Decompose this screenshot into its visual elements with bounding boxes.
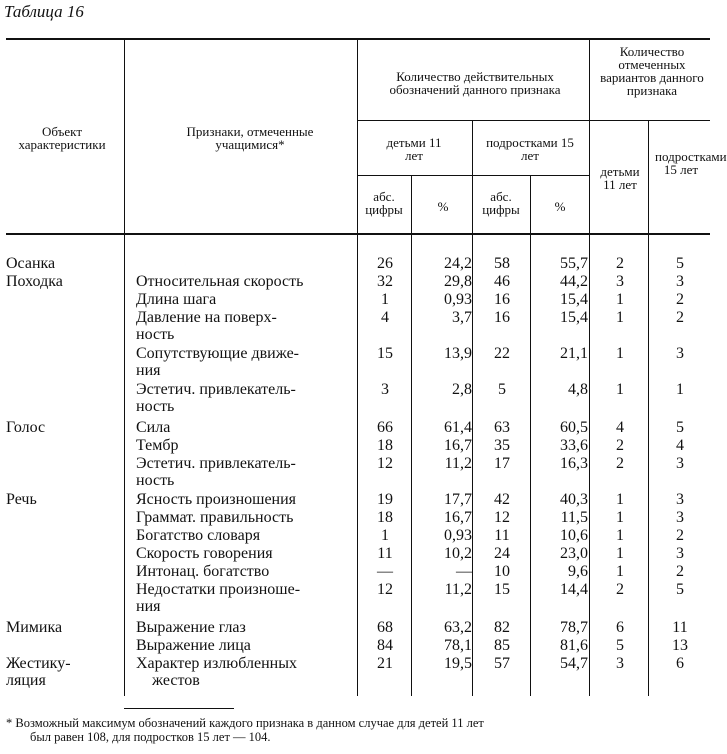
object-cell-continuation: ляция [6, 672, 46, 689]
feature-cell: Тембр [136, 437, 179, 454]
header-var-teens: подростками 15 лет [655, 149, 727, 177]
feature-cell-continuation: ность [136, 472, 175, 489]
abs-15-cell: 57 [494, 655, 510, 672]
object-cell: Осанка [6, 255, 56, 272]
abs-11-cell: 12 [377, 581, 393, 598]
variants-11-cell: 2 [616, 581, 624, 598]
variants-11-cell: 2 [616, 455, 624, 472]
abs-15-cell: 63 [494, 419, 510, 436]
column-rule-5 [530, 175, 531, 696]
variants-15-cell: 4 [676, 437, 684, 454]
header-object: Объект характеристики [18, 124, 106, 152]
pct-11-cell: 10,2 [444, 545, 472, 562]
abs-11-cell: 68 [377, 619, 393, 636]
pct-15-cell: 78,7 [560, 619, 588, 636]
pct-11-cell: 0,93 [444, 291, 472, 308]
pct-11-cell: 17,7 [444, 491, 472, 508]
object-cell: Жестику- [6, 655, 71, 672]
feature-cell: Недостатки произноше- [136, 581, 301, 598]
variants-15-cell: 5 [676, 581, 684, 598]
abs-11-cell: 32 [377, 273, 393, 290]
footnote-line-1: * Возможный максимум обозначений каждого признака в данном случае для детей 11 лет [6, 716, 484, 730]
pct-15-cell: 60,5 [560, 419, 588, 436]
variants-11-cell: 3 [616, 273, 624, 290]
variants-15-cell: 5 [676, 419, 684, 436]
pct-11-cell: 2,8 [452, 381, 472, 398]
variants-15-cell: 2 [676, 563, 684, 580]
header-variants-group: Количество отмеченных вариантов данного признака [600, 44, 704, 98]
pct-15-cell: 14,4 [560, 581, 588, 598]
pct-11-cell: 78,1 [444, 637, 472, 654]
variants-15-cell: 3 [676, 491, 684, 508]
pct-15-cell: 10,6 [560, 527, 588, 544]
pct-15-cell: 11,5 [560, 509, 588, 526]
feature-cell-continuation: ность [136, 326, 175, 343]
variants-15-cell: 13 [672, 637, 688, 654]
variants-11-cell: 6 [616, 619, 624, 636]
variants-11-cell: 2 [616, 255, 624, 272]
header-teens-15: подростками 15 лет [486, 135, 574, 163]
abs-11-cell: 18 [377, 437, 393, 454]
footnote [6, 716, 710, 744]
header-abs-11: абс. цифры [365, 189, 403, 217]
abs-15-cell: 46 [494, 273, 510, 290]
variants-11-cell: 1 [616, 509, 624, 526]
pct-15-cell: 33,6 [560, 437, 588, 454]
abs-11-cell: 3 [381, 381, 389, 398]
abs-11-cell: 1 [381, 527, 389, 544]
pct-11-cell: 24,2 [444, 255, 472, 272]
header-bottom-rule [6, 233, 710, 235]
variants-15-cell: 3 [676, 545, 684, 562]
feature-cell: Относительная скорость [136, 273, 304, 290]
variants-15-cell: 3 [676, 455, 684, 472]
abs-15-cell: 42 [494, 491, 510, 508]
abs-15-cell: 16 [494, 291, 510, 308]
abs-15-cell: 10 [494, 563, 510, 580]
pct-15-cell: 55,7 [560, 255, 588, 272]
column-rule-6 [589, 40, 590, 696]
variants-15-cell: 11 [672, 619, 688, 636]
object-cell: Речь [6, 491, 37, 508]
feature-cell: Выражение глаз [136, 619, 246, 636]
pct-11-cell: 16,7 [444, 509, 472, 526]
feature-cell: Интонац. богатство [136, 563, 270, 580]
header-var-children: детьми 11 лет [600, 164, 640, 192]
variants-11-cell: 3 [616, 655, 624, 672]
variants-15-cell: 2 [676, 527, 684, 544]
pct-11-cell: 3,7 [452, 309, 472, 326]
abs-15-cell: 24 [494, 545, 510, 562]
abs-15-cell: 16 [494, 309, 510, 326]
abs-11-cell: 84 [377, 637, 393, 654]
column-rule-4 [472, 120, 473, 696]
abs-15-cell: 12 [494, 509, 510, 526]
variants-15-cell: 6 [676, 655, 684, 672]
variants-11-cell: 1 [616, 491, 624, 508]
pct-11-cell: 11,2 [444, 581, 472, 598]
pct-15-cell: 15,4 [560, 309, 588, 326]
column-rule-1 [124, 40, 125, 696]
abs-11-cell: 15 [377, 345, 393, 362]
pct-15-cell: 16,3 [560, 455, 588, 472]
pct-11-cell: 61,4 [444, 419, 472, 436]
variants-11-cell: 1 [616, 345, 624, 362]
top-rule [6, 38, 710, 40]
abs-15-cell: 58 [494, 255, 510, 272]
object-cell: Голос [6, 419, 46, 436]
abs-15-cell: 35 [494, 437, 510, 454]
pct-15-cell: 54,7 [560, 655, 588, 672]
abs-11-cell: 12 [377, 455, 393, 472]
feature-cell: Сила [136, 419, 171, 436]
feature-cell-continuation: ния [136, 598, 161, 615]
feature-cell: Граммат. правильность [136, 509, 294, 526]
abs-15-cell: 22 [494, 345, 510, 362]
rule-under-age-headers [357, 175, 590, 176]
feature-cell: Характер излюбленных [136, 655, 297, 672]
variants-15-cell: 5 [676, 255, 684, 272]
pct-11-cell: 63,2 [444, 619, 472, 636]
variants-15-cell: 3 [676, 509, 684, 526]
variants-11-cell: 2 [616, 437, 624, 454]
abs-11-cell: 11 [377, 545, 393, 562]
pct-15-cell: 44,2 [560, 273, 588, 290]
header-pct-11: % [437, 199, 449, 214]
pct-15-cell: 15,4 [560, 291, 588, 308]
header-children-11: детьми 11 лет [386, 135, 442, 163]
variants-11-cell: 1 [616, 309, 624, 326]
abs-15-cell: 82 [494, 619, 510, 636]
footnote-line-2: был равен 108, для подростков 15 лет — 104. [30, 730, 271, 744]
variants-15-cell: 3 [676, 273, 684, 290]
pct-11-cell: 19,5 [444, 655, 472, 672]
abs-15-cell: 17 [494, 455, 510, 472]
table-title: Таблица 16 [4, 2, 84, 21]
feature-cell: Богатство словаря [136, 527, 261, 544]
abs-11-cell: 4 [381, 309, 389, 326]
pct-15-cell: 21,1 [560, 345, 588, 362]
variants-15-cell: 3 [676, 345, 684, 362]
variants-11-cell: 1 [616, 545, 624, 562]
header-features: Признаки, отмеченные учащимися* [186, 124, 314, 152]
abs-11-cell: 18 [377, 509, 393, 526]
abs-15-cell: 85 [494, 637, 510, 654]
variants-11-cell: 5 [616, 637, 624, 654]
pct-11-cell: 16,7 [444, 437, 472, 454]
pct-11-cell: 13,9 [444, 345, 472, 362]
footnote-rule [124, 708, 234, 709]
feature-cell: Сопутствующие движе- [136, 345, 299, 362]
variants-15-cell: 1 [676, 381, 684, 398]
abs-15-cell: 15 [494, 581, 510, 598]
variants-11-cell: 1 [616, 291, 624, 308]
pct-11-cell: 29,8 [444, 273, 472, 290]
abs-11-cell: 19 [377, 491, 393, 508]
rule-under-group-headers [357, 120, 710, 121]
object-cell: Походка [6, 273, 63, 290]
variants-11-cell: 1 [616, 527, 624, 544]
pct-15-cell: 81,6 [560, 637, 588, 654]
object-cell: Мимика [6, 619, 63, 636]
feature-cell: Длина шага [136, 291, 217, 308]
feature-cell-continuation: ния [136, 362, 161, 379]
variants-11-cell: 4 [616, 419, 624, 436]
variants-15-cell: 2 [676, 291, 684, 308]
feature-cell: Эстетич. привлекатель- [136, 455, 296, 472]
abs-15-cell: 5 [498, 381, 506, 398]
column-rule-2 [357, 40, 358, 696]
feature-cell-continuation: ность [136, 398, 175, 415]
pct-11-cell: 0,93 [444, 527, 472, 544]
feature-cell-continuation: жестов [152, 672, 200, 689]
abs-15-cell: 11 [494, 527, 510, 544]
variants-11-cell: 1 [616, 563, 624, 580]
variants-15-cell: 2 [676, 309, 684, 326]
pct-11-cell: 11,2 [444, 455, 472, 472]
feature-cell: Ясность произношения [136, 491, 297, 508]
feature-cell: Выражение лица [136, 637, 251, 654]
feature-cell: Эстетич. привлекатель- [136, 381, 296, 398]
header-actual-group: Количество действительных обозначений данного признака [389, 69, 561, 97]
header-abs-15: абс. цифры [482, 189, 520, 217]
pct-15-cell: 9,6 [568, 563, 588, 580]
pct-15-cell: 4,8 [568, 381, 588, 398]
abs-11-cell: 66 [377, 419, 393, 436]
pct-11-cell: — [456, 563, 472, 580]
abs-11-cell: 26 [377, 255, 393, 272]
abs-11-cell: 1 [381, 291, 389, 308]
abs-11-cell: 21 [377, 655, 393, 672]
header-pct-15: % [554, 199, 566, 214]
pct-15-cell: 23,0 [560, 545, 588, 562]
pct-15-cell: 40,3 [560, 491, 588, 508]
column-rule-7 [648, 120, 649, 696]
variants-11-cell: 1 [616, 381, 624, 398]
abs-11-cell: — [377, 563, 393, 580]
feature-cell: Давление на поверх- [136, 309, 277, 326]
feature-cell: Скорость говорения [136, 545, 273, 562]
